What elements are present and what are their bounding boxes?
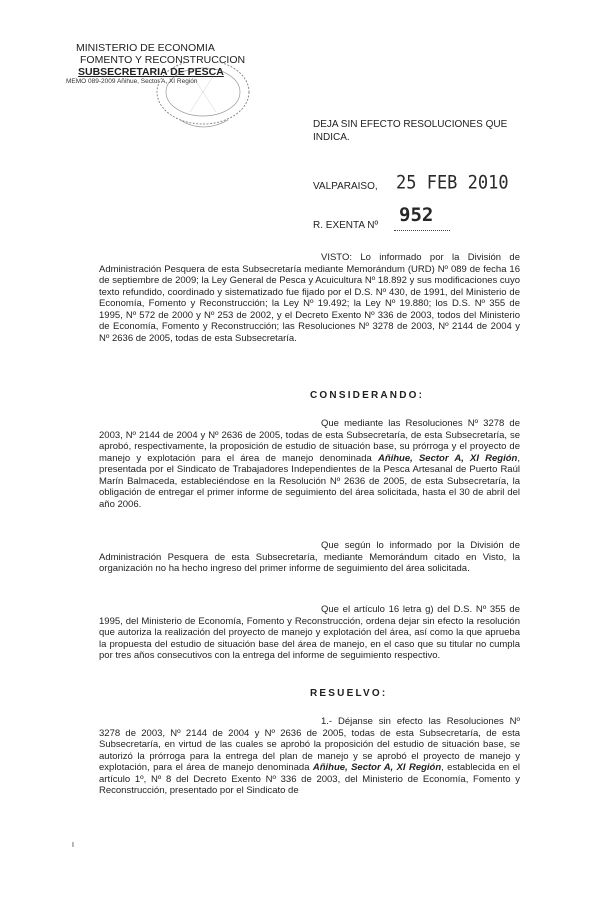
memo-reference: MEMO 089-2009 Añihue, Sector A, XI Región bbox=[66, 78, 198, 85]
undersecretariat-line: SUBSECRETARIA DE PESCA bbox=[78, 66, 224, 78]
resuelvo-paragraph-1: 1.- Déjanse sin efecto las Resoluciones Nº 3278 de 2003, Nº 2144 de 2004 y Nº 2636 de 2005, todas de esta Subsecretaría, de esta Subsecretaría, en virtud de las cuales se aprobó la proposición del estudio de situación base, se autorizó la prórroga para la entrega del plan de manejo y se aprobó el proyecto de manejo y explotación, para el área de manejo denominada Añihue, Sector A, XI Región, establecida en el artículo 1º, Nº 8 del Decreto Exento Nº 336 de 2003, del Ministerio de Economía, Fomento y Reconstrucción, presentado por el Sindicato de bbox=[99, 716, 520, 796]
visto-paragraph bbox=[99, 252, 520, 344]
considerando-paragraph-1: Que mediante las Resoluciones Nº 3278 de 2003, Nº 2144 de 2004 y Nº 2636 de 2005, todas de esta Subsecretaría, de esta Subsecretaría, se aprobó, respectivamente, la proposición de estudio de situación base, su prórroga y el proyecto de manejo y explotación para el área de manejo denominada Añihue, Sector A, XI Región, presentada por el Sindicato de Trabajadores Independientes de la Pesca Artesanal de Puerto Raúl Marín Balmaceda, estableciéndose en la Resolución Nº 2636 de 2005, de esta Subsecretaría, la obligación de entregar el primer informe de seguimiento del área solicitada, hasta el 30 de abril del año 2006. bbox=[99, 418, 520, 510]
considerando-paragraph-3: Que el artículo 16 letra g) del D.S. Nº 355 de 1995, del Ministerio de Economía, Fomento y Reconstrucción, ordena dejar sin efecto la resolución que autoriza la realización del proyecto de manejo y explotación del área, así como la que aprueba la propuesta del estudio de situación base del área de manejo, en el caso que su titular no cumpla por tres años consecutivos con la entrega del informe de seguimiento respectivo. bbox=[99, 604, 520, 661]
document-subject: DEJA SIN EFECTO RESOLUCIONES QUE INDICA. bbox=[313, 119, 508, 143]
exenta-dotted-line bbox=[394, 230, 450, 231]
area-name: Añihue, Sector A, XI Región bbox=[377, 452, 518, 464]
place-label: VALPARAISO, bbox=[313, 181, 378, 192]
margin-mark: I bbox=[72, 842, 74, 849]
circular-seal-icon bbox=[150, 62, 256, 152]
resuelvo-heading: RESUELVO: bbox=[310, 688, 388, 699]
exenta-number: 952 bbox=[399, 204, 434, 226]
visto-text: VISTO: Lo informado por la División de Administración Pesquera de esta Subsecretaría mediante Memorándum (URD) Nº 089 de fecha 16 de septiembre de 2009; la Ley General de Pesca y Acuicultura Nº 18.892 y sus modificaciones cuyo texto refundido, coordinado y sistematizado fue fijado por el D.S. Nº 430, de 1991, del Ministerio de Economía, Fomento y Reconstrucción; la Ley Nº 19.492; la Ley Nº 19.880; los D.S. Nº 355 de 1995, Nº 572 de 2000 y Nº 253 de 2002, y el Decreto Exento Nº 336 de 2003, todos del Ministerio de Economía, Fomento y Reconstrucción; las Resoluciones Nº 3278 de 2003, Nº 2144 de 2004 y Nº 2636 de 2005, todas de esta Subsecretaría. bbox=[99, 252, 520, 344]
considerando-paragraph-2: Que según lo informado por la División de Administración Pesquera de esta Subsecretaría, mediante Memorándum citado en Visto, la organización no ha hecho ingreso del primer informe de seguimiento del área solicitada. bbox=[99, 540, 520, 574]
considerando-heading: CONSIDERANDO: bbox=[310, 390, 425, 401]
date-stamp: 25 FEB 2010 bbox=[396, 172, 509, 194]
ministry-line: MINISTERIO DE ECONOMIA bbox=[76, 42, 215, 54]
ministry-line-2: FOMENTO Y RECONSTRUCCION bbox=[80, 54, 246, 66]
exenta-line bbox=[313, 204, 573, 234]
area-name: Añihue, Sector A, XI Región bbox=[312, 762, 442, 773]
date-line bbox=[313, 173, 573, 201]
exenta-label: R. EXENTA Nº bbox=[313, 220, 379, 231]
